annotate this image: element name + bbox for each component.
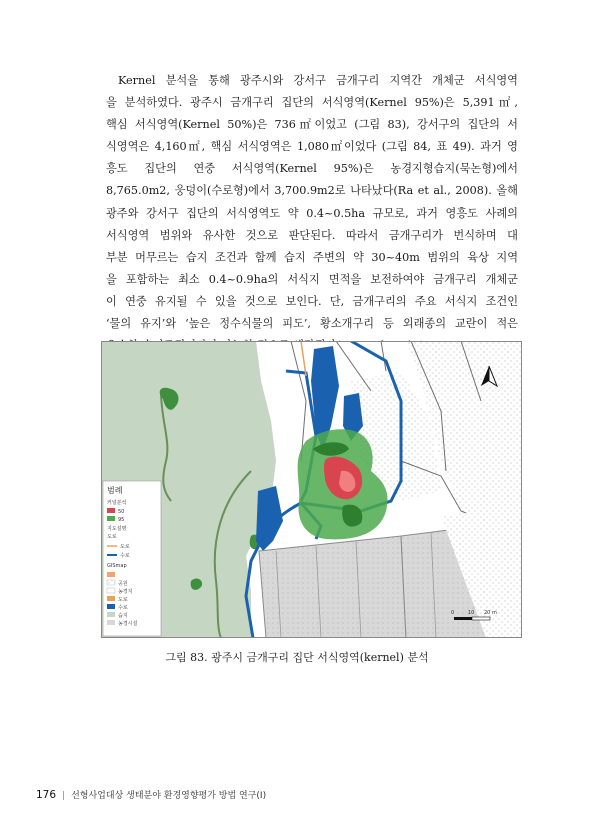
body-line: 이 연중 유지될 수 있을 것으로 보인다. 단, 금개구리의 주요 서식지 조건인	[106, 294, 518, 308]
scale-label-10: 10	[468, 610, 475, 616]
body-line: 을 분석하였다. 광주시 금개구리 집단의 서식영역(Kernel 95%)은 5,391㎡,	[106, 96, 518, 110]
legend-line-waterway: 수로	[120, 553, 130, 559]
kernel-map-figure	[101, 341, 522, 638]
body-line: 핵심 서식영역(Kernel 50%)은 736㎡이었고 (그림 83), 강서구의 집단의 서	[106, 118, 518, 132]
legend-map-heading: 지도설명	[107, 526, 127, 532]
legend-gis-farmland: 농경지	[118, 589, 133, 595]
legend-kernel-heading: 커널분석	[107, 500, 127, 506]
legend-gis-heading: GISmap	[107, 563, 127, 569]
legend-gis-facility: 농경시설	[118, 621, 138, 627]
body-line: Kernel 분석을 통해 광주시와 강서구 금개구리 지역간 개체군 서식영역	[118, 74, 518, 87]
page-number: 176	[36, 789, 57, 801]
legend-gis-waterway: 수로	[118, 605, 128, 611]
legend-title: 범례	[107, 486, 123, 495]
body-line: 서식영역 범위와 유사한 것으로 판단된다. 따라서 금개구리가 번식하며 대	[106, 228, 518, 242]
page-footer	[36, 788, 266, 801]
body-paragraph	[106, 70, 518, 357]
body-line: ‘물의 유지’와 ‘높은 정수식물의 피도’, 황소개구리 등 외래종의 교란이 적은	[106, 317, 518, 331]
legend-map-sub: 도로	[107, 534, 117, 540]
legend-gis-park: 공원	[118, 581, 128, 587]
legend-gis-road: 도로	[118, 597, 128, 603]
map-legend	[103, 481, 161, 636]
facility-block	[259, 536, 406, 638]
body-line: 흥도 집단의 연중 서식영역(Kernel 95%)은 농경지형습지(묵논형)에서	[106, 162, 518, 176]
legend-line-road: 도로	[120, 544, 130, 550]
legend-gis-wetland: 습지	[118, 613, 128, 619]
legend-kernel-50: 50	[118, 509, 125, 515]
body-line: 광주와 강서구 집단의 서식영역도 약 0.4~0.5ha 규모로, 과거 영흥도 사례의	[106, 206, 518, 220]
scale-label-20: 20 m	[484, 610, 497, 616]
running-title: 선형사업대상 생태분야 환경영향평가 방법 연구(Ⅰ)	[71, 791, 267, 801]
scale-label-0: 0	[451, 610, 455, 616]
body-line: 부분 머무르는 습지 조건과 함께 습지 주변의 약 30~40m 범위의 육상 지역	[106, 250, 518, 264]
body-line: 8,765.0m2, 웅덩이(수로형)에서 3,700.9m2로 나타났다(Ra et al., 2008). 올해	[106, 184, 518, 198]
body-line: 식영역은 4,160㎡, 핵심 서식영역은 1,080㎡이었다 (그림 84, 표 49). 과거 영	[106, 140, 518, 154]
footer-separator: |	[62, 791, 66, 801]
body-line: 을 포함하는 최소 0.4~0.9ha의 서식지 면적을 보전하여야 금개구리 개체군	[106, 272, 518, 286]
map-svg	[101, 341, 522, 638]
legend-kernel-95: 95	[118, 517, 125, 523]
figure-caption: 그림 83. 광주시 금개구리 집단 서식영역(kernel) 분석	[165, 651, 429, 664]
